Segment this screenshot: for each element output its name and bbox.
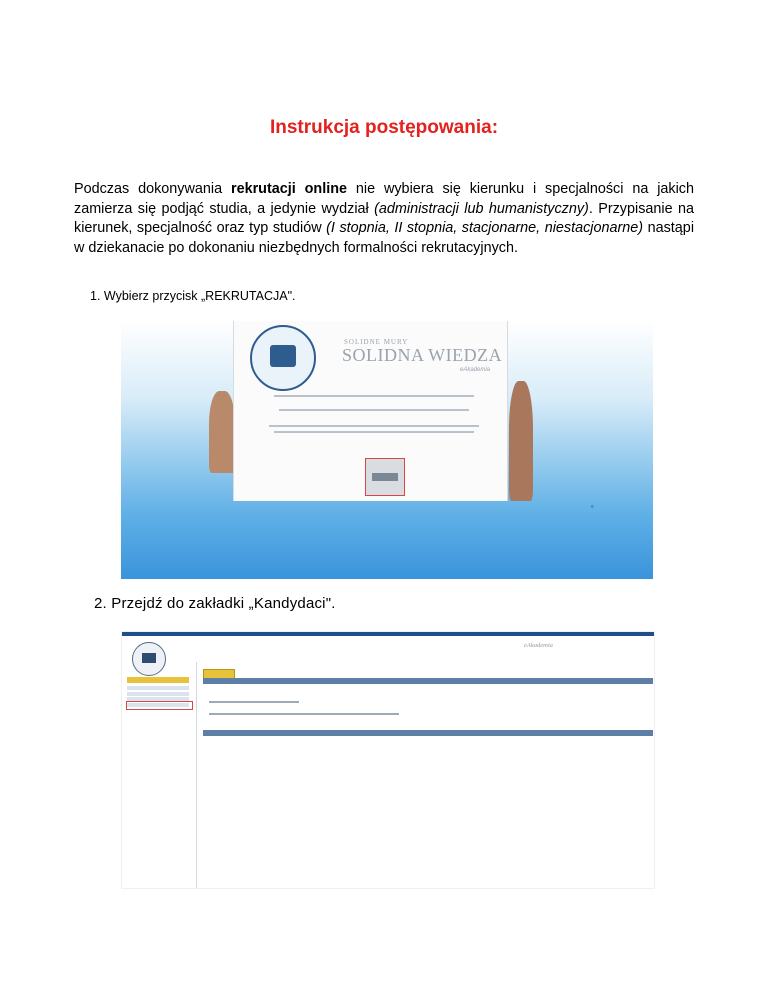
rekrutacja-button-label xyxy=(372,473,398,481)
welcome-text-line xyxy=(209,701,299,703)
sidebar-divider xyxy=(196,662,197,888)
top-bar xyxy=(122,632,654,636)
rekrutacja-button[interactable] xyxy=(365,458,405,496)
intro-text-2: nie wybiera się kierunku i specjalności na jakich zamierza się podjąć studia, a jedynie wydział xyxy=(74,181,695,217)
screenshot-rekrutacja xyxy=(121,321,653,579)
info-text-line xyxy=(209,713,399,715)
portal-text-line xyxy=(274,431,474,433)
school-logo-icon xyxy=(250,325,316,391)
portal-panel xyxy=(233,321,508,501)
person-left-image xyxy=(209,391,235,473)
intro-paragraph xyxy=(74,180,694,258)
step-1: 1. Wybierz przycisk „REKRUTACJA". xyxy=(90,289,296,303)
intro-italic-1: (administracji lub humanistyczny) xyxy=(374,200,589,217)
intro-italic-2: (I stopnia, II stopnia, stacjonarne, niestacjonarne) xyxy=(326,220,644,236)
sidebar-header xyxy=(127,677,189,683)
sidebar-item[interactable] xyxy=(127,692,189,696)
section-header-bar xyxy=(203,678,653,684)
intro-text-3: . Przypisanie na kierunek, specjalność oraz typ studiów xyxy=(74,200,694,236)
intro-bold: rekrutacji online xyxy=(230,181,348,197)
book-icon xyxy=(142,653,156,663)
kandydaci-highlight xyxy=(126,701,193,710)
school-logo-icon xyxy=(132,642,166,676)
step-2: 2. Przejdź do zakładki „Kandydaci". xyxy=(94,595,336,612)
sidebar-item[interactable] xyxy=(127,686,189,690)
page-title: Instrukcja postępowania: xyxy=(269,117,499,138)
intro-text-4: nastąpi w dziekanacie po dokonaniu niezbędnych formalności rekrutacyjnych. xyxy=(74,220,695,256)
screenshot-kandydaci xyxy=(121,631,655,889)
portal-copyright: © xyxy=(591,504,594,509)
section-header-bar xyxy=(203,730,653,736)
portal-text-line xyxy=(274,395,474,397)
portal-headline: SOLIDNA WIEDZA xyxy=(342,345,503,365)
portal-brand: eAkademia xyxy=(460,367,491,373)
portal-text-line xyxy=(279,409,469,411)
portal-small-caption: SOLIDNE MURY xyxy=(344,338,409,346)
portal-text-line xyxy=(269,425,479,427)
person-right-image xyxy=(509,381,533,501)
intro-text-1: Podczas dokonywania xyxy=(74,181,231,197)
dashboard-brand: eAkademia xyxy=(524,642,553,649)
book-icon xyxy=(270,345,296,367)
